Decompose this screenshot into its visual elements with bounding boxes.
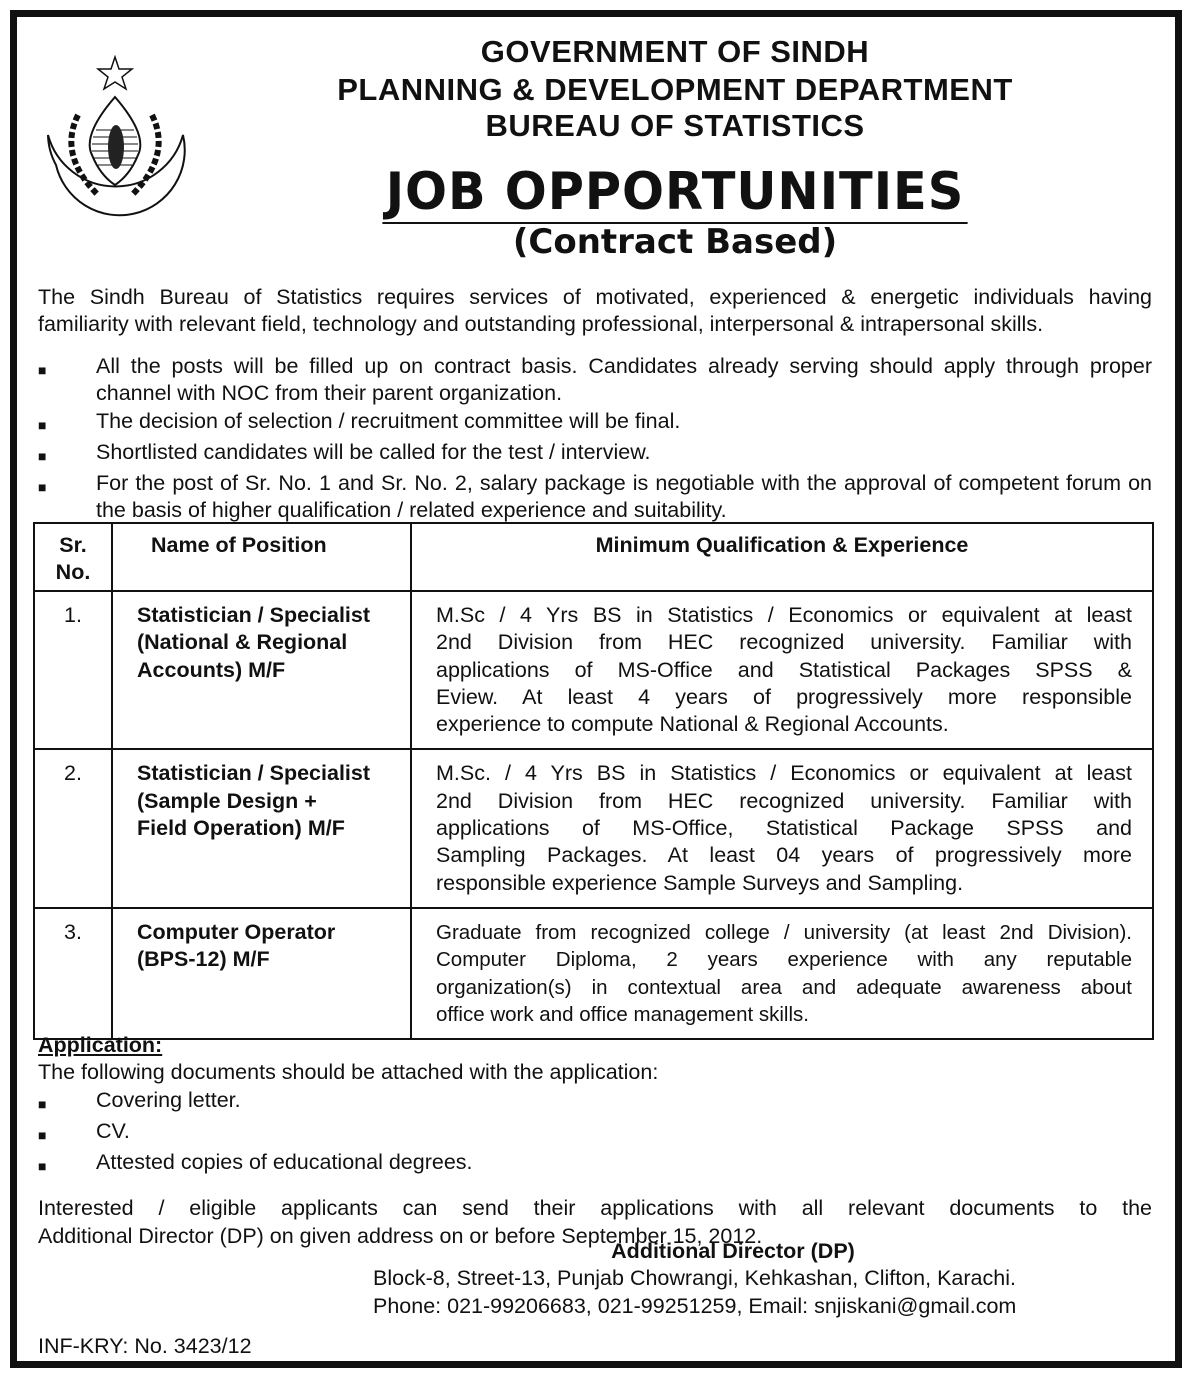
sr-no: 2.	[34, 749, 112, 907]
qualification: Graduate from recognized college / university (at least 2nd Division). Computer Diploma, 2 years experience with any reputable organization(s) in contextual area and adequate awareness about office work and office management skills.	[411, 908, 1153, 1039]
bullet-square-icon: ■	[38, 1095, 47, 1112]
document-item: ■ Covering letter.	[38, 1087, 1152, 1118]
condition-item: ■ Shortlisted candidates will be called for the test / interview.	[38, 439, 1152, 470]
ad-title: JOB OPPORTUNITIES	[319, 162, 1032, 222]
bullet-square-icon: ■	[38, 416, 47, 433]
sr-no: 1.	[34, 591, 112, 749]
intro-line: The Sindh Bureau of Statistics requires services of motivated, experienced & energetic individuals having	[38, 285, 1152, 309]
contact-title: Additional Director (DP)	[611, 1239, 855, 1263]
qualification: M.Sc / 4 Yrs BS in Statistics / Economics or equivalent at least 2nd Division from HEC recognized university. Familiar with applications of MS-Office and Statistical Packages SPSS & Eview. At least 4 years of progressively more responsible experience to compute National & Regional Accounts.	[411, 591, 1153, 749]
condition-item: ■ The decision of selection / recruitment committee will be final.	[38, 408, 1152, 439]
intro-line: familiarity with relevant field, technology and outstanding professional, interpersonal & intrapersonal skills.	[38, 312, 1044, 337]
header-department: PLANNING & DEVELOPMENT DEPARTMENT	[337, 72, 1013, 107]
ad-subtitle: (Contract Based)	[512, 222, 838, 262]
instructions-line: Interested / eligible applicants can send their applications with all relevant documents to the	[38, 1196, 1152, 1221]
condition-item: ■ For the post of Sr. No. 1 and Sr. No. 2, salary package is negotiable with the approval of competent forum on the basis of higher qualification / related experience and suitability.	[38, 470, 1152, 525]
positions-table	[33, 522, 1154, 1040]
position-name: Statistician / Specialist (Sample Design + Field Operation) M/F	[112, 749, 411, 907]
header-bureau: BUREAU OF STATISTICS	[485, 108, 865, 143]
reference-number: INF-KRY: No. 3423/12	[38, 1334, 252, 1358]
bullet-square-icon: ■	[38, 479, 47, 496]
header-sr-no: Sr. No.	[34, 523, 112, 591]
sindh-government-seal-logo	[38, 55, 193, 240]
contact-phone-email: Phone: 021-99206683, 021-99251259, Email: snjiskani@gmail.com	[373, 1293, 1017, 1318]
application-lead: The following documents should be attached with the application:	[38, 1060, 659, 1085]
table-row	[34, 749, 1153, 907]
position-name: Statistician / Specialist (National & Regional Accounts) M/F	[112, 591, 411, 749]
header-position: Name of Position	[112, 523, 411, 591]
application-heading: Application:	[38, 1033, 163, 1057]
application-section	[38, 1032, 1152, 1250]
intro-paragraph	[38, 284, 1152, 339]
instructions-line: Additional Director (DP) on given address on or before September 15, 2012.	[38, 1223, 763, 1248]
condition-item: ■ All the posts will be filled up on contract basis. Candidates already serving should apply through proper channel with NOC from their parent organization.	[38, 353, 1152, 408]
bullet-square-icon: ■	[38, 362, 47, 378]
contact-block	[373, 1238, 1093, 1320]
sr-no: 3.	[34, 908, 112, 1039]
bullet-square-icon: ■	[38, 1126, 47, 1143]
document-item: ■ Attested copies of educational degrees.	[38, 1149, 1152, 1180]
bullet-square-icon: ■	[38, 447, 47, 464]
table-row	[34, 908, 1153, 1039]
bullet-square-icon: ■	[38, 1158, 47, 1175]
position-name: Computer Operator (BPS-12) M/F	[112, 908, 411, 1039]
header-qualification: Minimum Qualification & Experience	[411, 523, 1153, 591]
conditions-list	[38, 353, 1152, 525]
contact-address: Block-8, Street-13, Punjab Chowrangi, Kehkashan, Clifton, Karachi.	[373, 1266, 1016, 1291]
table-row	[34, 591, 1153, 749]
header-government: GOVERNMENT OF SINDH	[480, 34, 870, 69]
table-header-row	[34, 523, 1153, 591]
document-item: ■ CV.	[38, 1118, 1152, 1149]
qualification: M.Sc. / 4 Yrs BS in Statistics / Economics or equivalent at least 2nd Division from HEC recognized university. Familiar with applications of MS-Office, Statistical Package SPSS and Sampling Packages. At least 04 years of progressively more responsible experience Sample Surveys and Sampling.	[411, 749, 1153, 907]
